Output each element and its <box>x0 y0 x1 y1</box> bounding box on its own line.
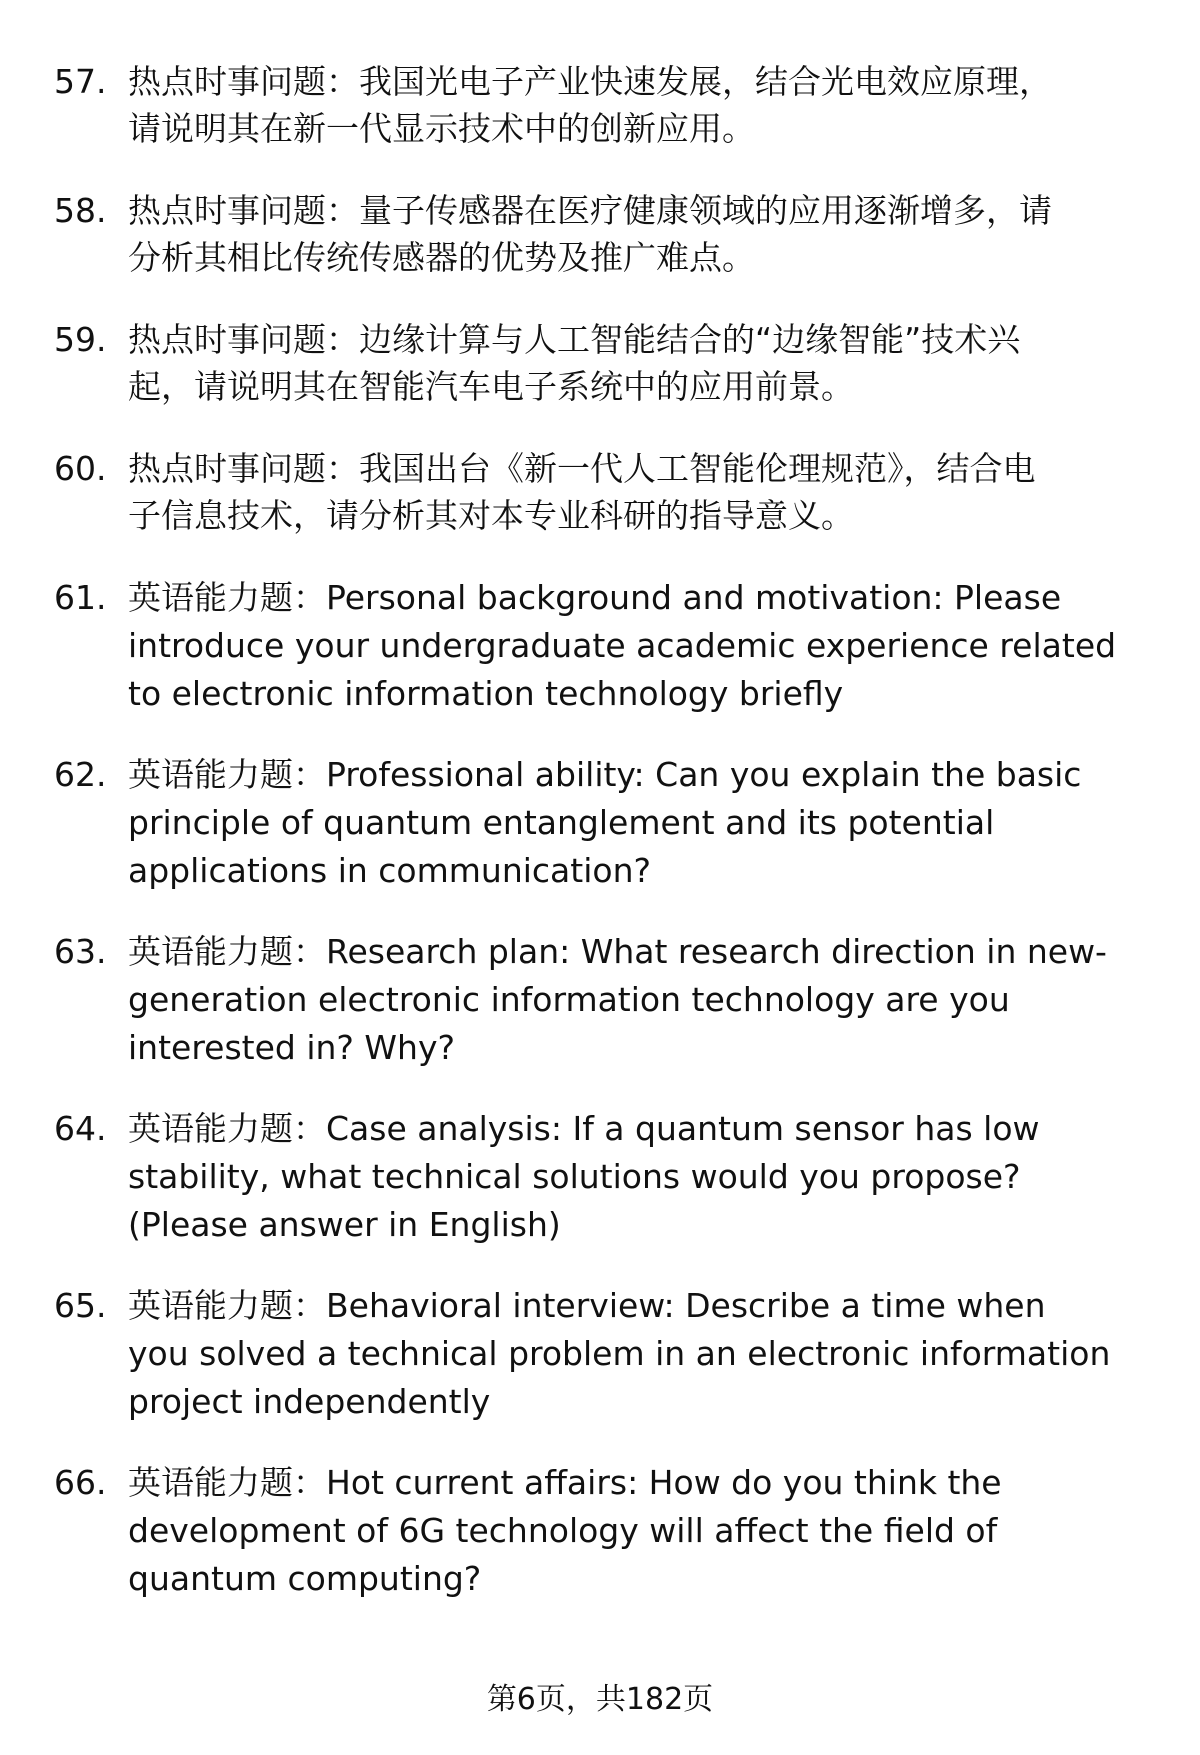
question-item <box>54 574 1164 718</box>
question-item <box>54 187 1164 281</box>
question-number: 66. <box>54 1463 107 1502</box>
question-text: 热点时事问题：我国出台《新一代人工智能伦理规范》，结合电 子信息技术，请分析其对本专业科研的指导意义。 <box>128 449 1036 535</box>
question-number: 58. <box>54 191 107 230</box>
question-list <box>54 58 1164 1636</box>
question-number: 59. <box>54 320 107 359</box>
question-text: 英语能力题：Professional ability: Can you explain the basic principle of quantum entanglement and its potential applications in communication? <box>128 755 1082 890</box>
question-item <box>54 1282 1164 1426</box>
question-item <box>54 445 1164 539</box>
question-text: 英语能力题：Behavioral interview: Describe a time when you solved a technical problem in an electronic information project independently <box>128 1286 1111 1421</box>
question-item <box>54 58 1164 152</box>
question-text: 英语能力题：Hot current affairs: How do you think the development of 6G technology will affect the field of quantum computing? <box>128 1463 1002 1598</box>
question-item <box>54 316 1164 410</box>
question-item <box>54 1459 1164 1603</box>
page-number-footer: 第6页，共182页 <box>486 1682 714 1717</box>
question-text: 热点时事问题：量子传感器在医疗健康领域的应用逐渐增多，请 分析其相比传统传感器的优势及推广难点。 <box>128 191 1052 277</box>
question-number: 65. <box>54 1286 107 1325</box>
question-text: 英语能力题：Research plan: What research direction in new- generation electronic information technology are you interested in? Why? <box>128 932 1107 1067</box>
question-number: 63. <box>54 932 107 971</box>
question-number: 57. <box>54 62 107 101</box>
question-item <box>54 1105 1164 1249</box>
question-text: 英语能力题：Personal background and motivation: Please introduce your undergraduate academic experience related to electronic information technology briefly <box>128 578 1117 713</box>
question-text: 热点时事问题：边缘计算与人工智能结合的“边缘智能”技术兴 起，请说明其在智能汽车电子系统中的应用前景。 <box>128 320 1021 406</box>
question-item <box>54 751 1164 895</box>
question-text: 英语能力题：Case analysis: If a quantum sensor has low stability, what technical solutions would you propose? (Please answer in English) <box>128 1109 1040 1244</box>
question-number: 60. <box>54 449 107 488</box>
question-number: 62. <box>54 755 107 794</box>
question-number: 61. <box>54 578 107 617</box>
question-text: 热点时事问题：我国光电子产业快速发展，结合光电效应原理， 请说明其在新一代显示技术中的创新应用。 <box>128 62 1052 148</box>
question-item <box>54 928 1164 1072</box>
question-number: 64. <box>54 1109 107 1148</box>
